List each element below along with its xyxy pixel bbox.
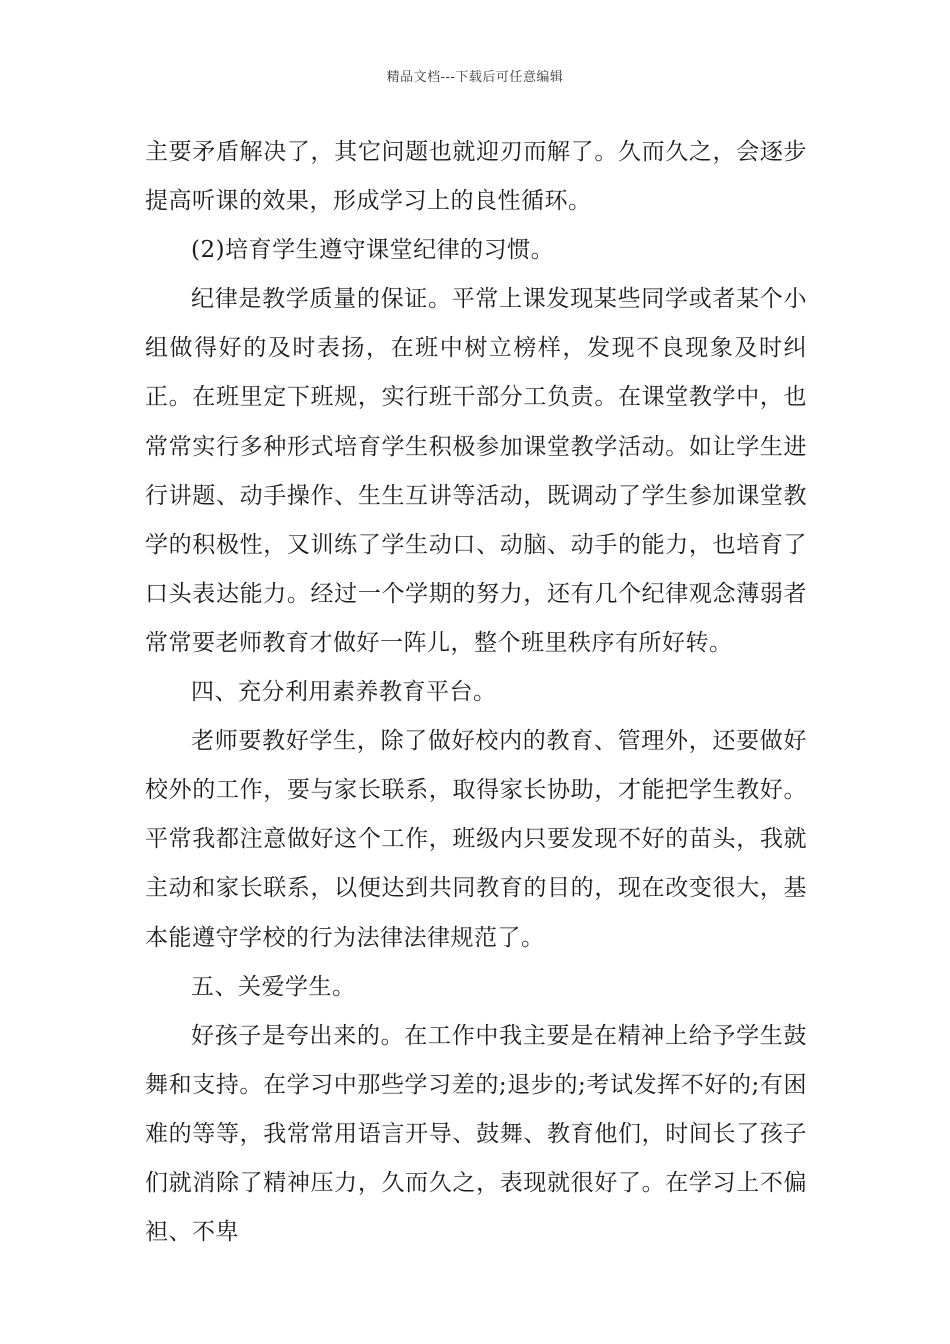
- heading-section-four: 四、充分利用素养教育平台。: [191, 679, 497, 706]
- paragraph-care: 好孩子是夸出来的。在工作中我主要是在精神上给予学生鼓舞和支持。在学习中那些学习差的;退步的;考试发挥不好的;有困难的等等，我常常用语言开导、鼓舞、教育他们，时间长了孩子们就消除了精神压力，久而久之，表现就很好了。在学习上不偏袒、不卑: [145, 1022, 807, 1246]
- paragraph-parents: 老师要教好学生，除了做好校内的教育、管理外，还要做好校外的工作，要与家长联系，取得家长协助，才能把学生教好。平常我都注意做好这个工作，班级内只要发现不好的苗头，我就主动和家长联系，以便达到共同教育的目的，现在改变很大，基本能遵守学校的行为法律法律规范了。: [145, 728, 807, 951]
- heading-section-five: 五、关爱学生。: [191, 973, 356, 1000]
- subheading-discipline: (2)培育学生遵守课堂纪律的习惯。: [191, 237, 555, 264]
- document-body: [145, 128, 807, 1257]
- paragraph-continuation: 主要矛盾解决了，其它问题也就迎刃而解了。久而久之，会逐步提高听课的效果，形成学习上的良性循环。: [145, 139, 807, 215]
- paragraph-discipline: 纪律是教学质量的保证。平常上课发现某些同学或者某个小组做得好的及时表扬，在班中树立榜样，发现不良现象及时纠正。在班里定下班规，实行班干部分工负责。在课堂教学中，也常常实行多种形式培育学生积极参加课堂教学活动。如让学生进行讲题、动手操作、生生互讲等活动，既调动了学生参加课堂教学的积极性，又训练了学生动口、动脑、动手的能力，也培育了口头表达能力。经过一个学期的努力，还有几个纪律观念薄弱者常常要老师教育才做好一阵儿，整个班里秩序有所好转。: [145, 286, 807, 656]
- page-header: 精品文档---下载后可任意编辑: [386, 70, 564, 85]
